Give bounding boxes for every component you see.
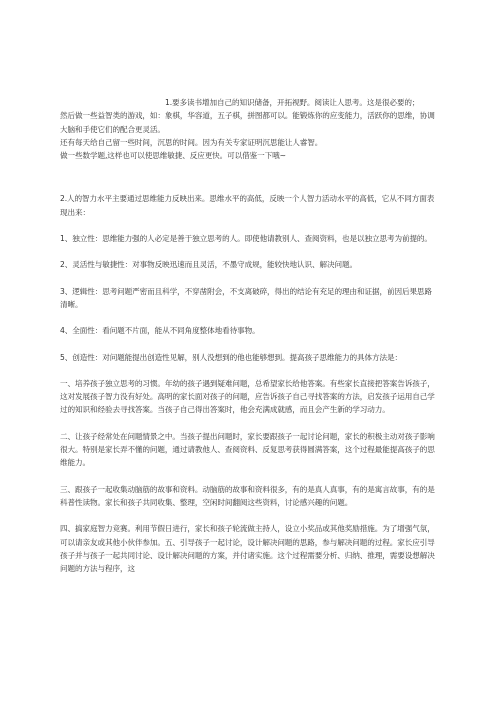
method-4: 四、搞家庭智力竞赛。利用节假日进行，家长和孩子轮流做主持人，设立小奖品或其他奖励措施。为了增强气氛，可以请亲友或其他小伙伴参加。五、引导孩子一起讨论，设计解决问题的思路，参与解决问题的过程。家长应引导孩子并与孩子一起共同讨论、设计解决问题的方案，并付诸实施。这个过程需要分析、归纳、推理，需要设想解决问题的方法与程序，这 bbox=[60, 524, 435, 574]
method-3: 三、跟孩子一起收集动脑筋的故事和资料。动脑筋的故事和资料很多，有的是真人真事，有的是寓言故事，有的是科普性读物。家长和孩子共同收集、整理，空闲时间翻阅这些资料，讨论感兴趣的问题。 bbox=[60, 484, 435, 507]
section-heading: 2.人的智力水平主要通过思维能力反映出来。思维水平的高低，反映一个人智力活动水平的高低，它从不同方面表现出来： bbox=[60, 194, 435, 217]
spacer bbox=[60, 364, 438, 377]
intro-paragraph-1: 1.要多读书增加自己的知识储备，开拓视野。阅读让人思考。这是很必要的； bbox=[165, 98, 420, 107]
spacer bbox=[60, 219, 438, 232]
trait-creativity: 5、创造性：对问题能提出创造性见解，别人没想到的他也能够想到。提高孩子思维能力的具体方法是： bbox=[60, 352, 402, 362]
spacer bbox=[60, 470, 438, 483]
trait-flexibility: 2、灵活性与敏捷性：对事物反映迅速而且灵活，不墨守成规，能较快地认识、解决问题。 bbox=[60, 260, 357, 270]
intro-paragraph-2: 然后做一些益智类的游戏，如：象棋，华容道，五子棋，拼图都可以。能锻炼你的应变能力，活跃你的思维，协调大脑和手使它们的配合更灵活。 bbox=[60, 111, 435, 134]
spacer bbox=[60, 311, 438, 324]
method-2: 二、让孩子经常处在问题情景之中。当孩子提出问题时，家长要跟孩子一起讨论问题，家长的积极主动对孩子影响很大。特别是家长弄不懂的问题，通过请教他人、查阅资料、反复思考获得圆满答案，这个过程最能提高孩子的思维能力。 bbox=[60, 431, 435, 468]
spacer bbox=[60, 272, 438, 285]
document-page bbox=[60, 96, 438, 575]
spacer bbox=[60, 338, 438, 351]
trait-independence: 1、独立性：思维能力强的人必定是善于独立思考的人。即使他请教别人、查阅资料，也是以独立思考为前提的。 bbox=[60, 234, 432, 244]
spacer bbox=[60, 162, 438, 192]
intro-paragraph-4: 做一些数学题,这样也可以使思维敏捷、反应更快。可以借鉴一下哦~ bbox=[60, 151, 286, 161]
trait-logic: 3、逻辑性：思考问题严密而且科学，不穿凿附会，不支离破碎，得出的结论有充足的理由和证据，前因后果思路清晰。 bbox=[60, 286, 432, 309]
spacer bbox=[60, 509, 438, 522]
trait-comprehensiveness: 4、全面性：看问题不片面，能从不同角度整体地看待事物。 bbox=[60, 326, 260, 336]
method-1: 一、培养孩子独立思考的习惯。年幼的孩子遇到疑难问题，总希望家长给他答案。有些家长直接把答案告诉孩子，这对发展孩子智力没有好处。高明的家长面对孩子的问题，应告诉孩子自己寻找答案的方法，启发孩子运用自己学过的知识和经验去寻找答案。当孩子自己得出答案时，他会充满成就感，而且会产生新的学习动力。 bbox=[60, 378, 435, 415]
intro-paragraph-3: 还有每天给自己留一些时间，沉思的时间。因为有关专家证明沉思能让人睿智。 bbox=[60, 137, 323, 147]
spacer bbox=[60, 245, 438, 258]
spacer bbox=[60, 417, 438, 430]
